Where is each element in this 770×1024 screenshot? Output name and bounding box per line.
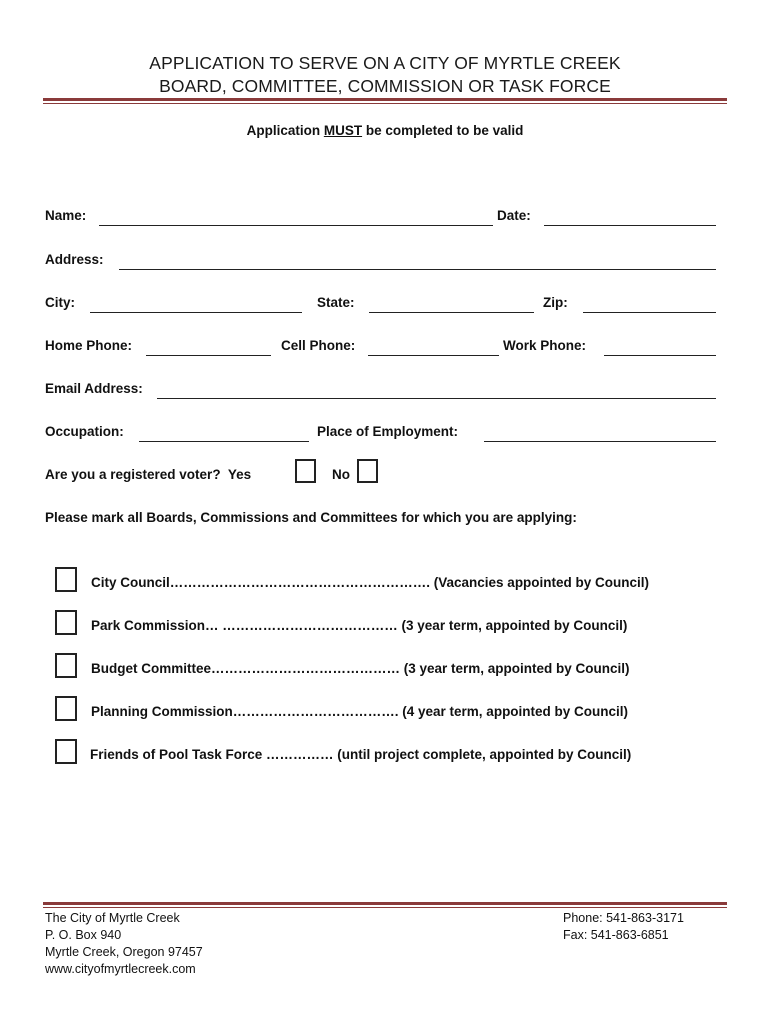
footer-city: Myrtle Creek, Oregon 97457 <box>45 945 203 959</box>
header-rule <box>43 98 727 101</box>
budget-committee-checkbox[interactable] <box>55 653 77 678</box>
work-phone-field[interactable] <box>604 355 716 356</box>
footer-address <box>45 910 203 978</box>
address-field[interactable] <box>119 269 716 270</box>
state-field[interactable] <box>369 312 534 313</box>
city-label: City: <box>45 295 75 310</box>
yes-label: Yes <box>227 467 252 482</box>
voter-no-checkbox[interactable] <box>357 459 378 483</box>
form-title <box>0 52 770 98</box>
city-field[interactable] <box>90 312 302 313</box>
title-line-1: APPLICATION TO SERVE ON A CITY OF MYRTLE CREEK <box>149 53 621 73</box>
footer-phone: Phone: 541-863-3171 <box>563 911 684 925</box>
date-label: Date: <box>497 208 531 223</box>
park-commission-checkbox[interactable] <box>55 610 77 635</box>
occupation-field[interactable] <box>139 441 309 442</box>
home-phone-label: Home Phone: <box>45 338 133 353</box>
header-rule-thin <box>43 103 727 104</box>
footer-website[interactable]: www.cityofmyrtlecreek.com <box>45 962 196 976</box>
employment-label: Place of Employment: <box>317 424 459 439</box>
title-line-2: BOARD, COMMITTEE, COMMISSION OR TASK FORCE <box>159 76 611 96</box>
zip-label: Zip: <box>543 295 568 310</box>
email-label: Email Address: <box>45 381 143 396</box>
occupation-label: Occupation: <box>45 424 124 439</box>
work-phone-label: Work Phone: <box>503 338 587 353</box>
voter-question: Are you a registered voter? Yes <box>45 467 252 482</box>
employment-field[interactable] <box>484 441 716 442</box>
home-phone-field[interactable] <box>146 355 271 356</box>
planning-commission-option: Planning Commission………………………………. (4 year term, appointed by Council) <box>91 704 629 719</box>
must-emphasis: MUST <box>323 123 363 138</box>
cell-phone-field[interactable] <box>368 355 499 356</box>
city-council-option: City Council…………………………………………………. (Vacancies appointed by Council) <box>91 575 650 590</box>
footer-contact <box>563 910 684 944</box>
pool-task-force-option: Friends of Pool Task Force …………… (until project complete, appointed by Council) <box>90 747 632 762</box>
email-field[interactable] <box>157 398 716 399</box>
date-field[interactable] <box>544 225 716 226</box>
state-label: State: <box>317 295 355 310</box>
footer-rule <box>43 902 727 905</box>
zip-field[interactable] <box>583 312 716 313</box>
footer-rule-thin <box>43 907 727 908</box>
name-label: Name: <box>45 208 87 223</box>
boards-instruction: Please mark all Boards, Commissions and Committees for which you are applying: <box>45 510 577 525</box>
footer-po-box: P. O. Box 940 <box>45 928 122 942</box>
name-field[interactable] <box>99 225 493 226</box>
city-council-checkbox[interactable] <box>55 567 77 592</box>
footer-fax: Fax: 541-863-6851 <box>563 928 669 942</box>
voter-yes-checkbox[interactable] <box>295 459 316 483</box>
budget-committee-option: Budget Committee…………………………………… (3 year term, appointed by Council) <box>91 661 630 676</box>
park-commission-option: Park Commission… ………………………………… (3 year term, appointed by Council) <box>91 618 628 633</box>
validity-notice: Application MUST be completed to be valid <box>246 123 524 138</box>
planning-commission-checkbox[interactable] <box>55 696 77 721</box>
footer-org: The City of Myrtle Creek <box>45 911 180 925</box>
no-label: No <box>332 467 350 482</box>
pool-task-force-checkbox[interactable] <box>55 739 77 764</box>
address-label: Address: <box>45 252 104 267</box>
cell-phone-label: Cell Phone: <box>281 338 356 353</box>
